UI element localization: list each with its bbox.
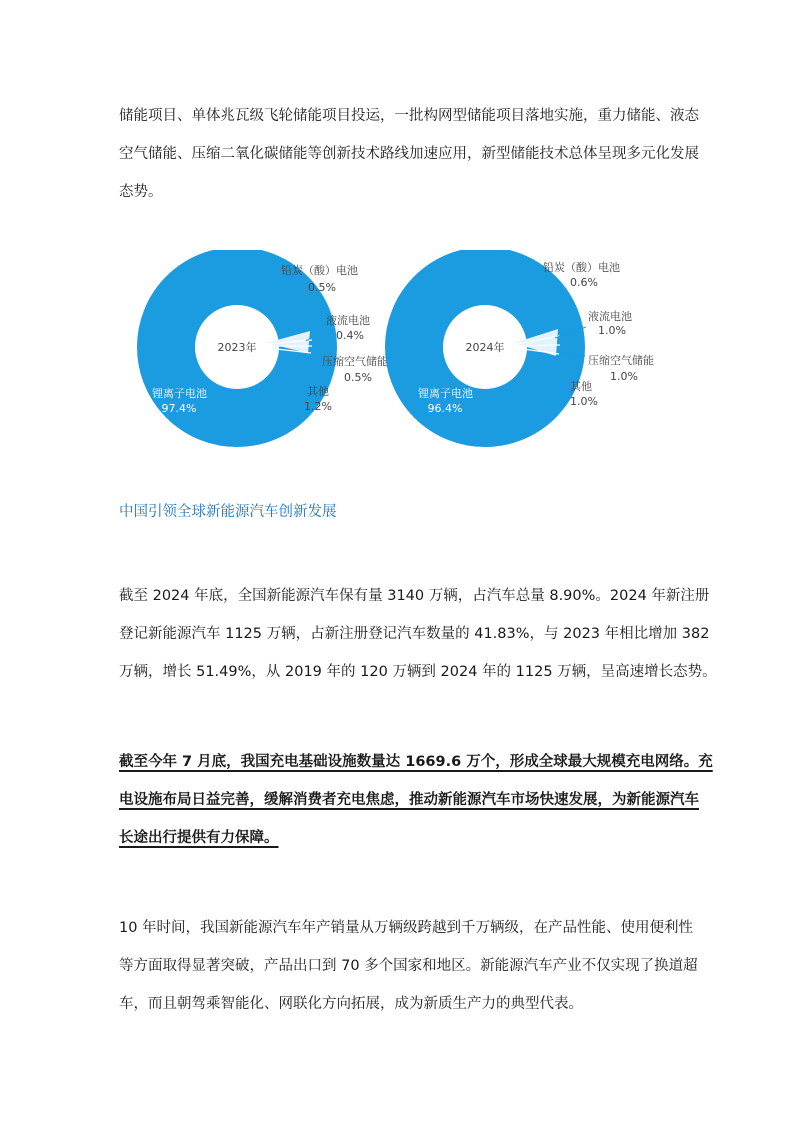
slice-label-lithium: 锂离子电池	[152, 387, 207, 400]
slice-label-compressed-air: 压缩空气储能	[322, 355, 388, 368]
slice-value-other: 1.0%	[570, 395, 598, 408]
slice-label-flow: 液流电池	[326, 314, 370, 327]
text-line: 态势。	[119, 184, 163, 200]
slice-label-compressed-air: 压缩空气储能	[588, 354, 654, 367]
donut-chart-2024	[414, 260, 654, 418]
intro-paragraph	[119, 97, 699, 211]
nev-stats-paragraph	[119, 577, 717, 691]
text-line: 电设施布局日益完善，缓解消费者充电焦虑，推动新能源汽车市场快速发展，为新能源汽车	[119, 792, 699, 808]
slice-label-flow: 液流电池	[588, 310, 632, 323]
slice-label-lead-acid: 铅炭（酸）电池	[281, 264, 358, 277]
text-line: 截至 2024 年底，全国新能源汽车保有量 3140 万辆，占汽车总量 8.90%。2024 年新注册	[119, 588, 710, 604]
text-line: 等方面取得显著突破，产品出口到 70 多个国家和地区。新能源汽车产业不仅实现了换道超	[119, 958, 698, 974]
slice-value-lithium: 97.4%	[161, 402, 197, 415]
text-line: 截至今年 7 月底，我国充电基础设施数量达 1669.6 万个，形成全球最大规模充电网络。充	[119, 754, 713, 770]
text-line: 10 年时间，我国新能源汽车年产销量从万辆级跨越到千万辆级，在产品性能、使用便利性	[119, 920, 694, 936]
slice-value-lead-acid: 0.6%	[570, 276, 598, 289]
center-label: 2024年	[465, 341, 505, 354]
text-line: 空气储能、压缩二氧化碳储能等创新技术路线加速应用，新型储能技术总体呈现多元化发展	[119, 146, 699, 162]
text-line: 储能项目、单体兆瓦级飞轮储能项目投运，一批构网型储能项目落地实施，重力储能、液态	[119, 108, 699, 124]
section-heading: 中国引领全球新能源汽车创新发展	[119, 504, 337, 520]
charging-infrastructure-paragraph	[119, 743, 713, 857]
slice-value-compressed-air: 1.0%	[610, 370, 638, 383]
text-line: 万辆，增长 51.49%，从 2019 年的 120 万辆到 2024 年的 1125 万辆，呈高速增长态势。	[119, 664, 717, 680]
slice-label-other: 其他	[570, 380, 592, 393]
slice-value-lead-acid: 0.5%	[308, 281, 336, 294]
slice-label-lithium: 锂离子电池	[418, 387, 473, 400]
center-label: 2023年	[217, 341, 257, 354]
decade-progress-paragraph	[119, 909, 698, 1023]
text-line: 车，而且朝驾乘智能化、网联化方向拓展，成为新质生产力的典型代表。	[119, 996, 583, 1012]
donut-chart-2023	[152, 263, 388, 418]
donut-charts-svg	[130, 250, 690, 450]
text-line: 长途出行提供有力保障。	[119, 830, 279, 846]
slice-value-compressed-air: 0.5%	[344, 371, 372, 384]
slice-value-lithium: 96.4%	[427, 402, 463, 415]
slice-value-flow: 1.0%	[598, 324, 626, 337]
slice-value-other: 1.2%	[304, 400, 332, 413]
slice-label-other: 其他	[307, 385, 329, 398]
storage-mix-charts	[130, 250, 690, 450]
slice-label-lead-acid: 铅炭（酸）电池	[543, 261, 620, 274]
text-line: 登记新能源汽车 1125 万辆，占新注册登记汽车数量的 41.83%，与 2023 年相比增加 382	[119, 626, 710, 642]
slice-value-flow: 0.4%	[336, 329, 364, 342]
